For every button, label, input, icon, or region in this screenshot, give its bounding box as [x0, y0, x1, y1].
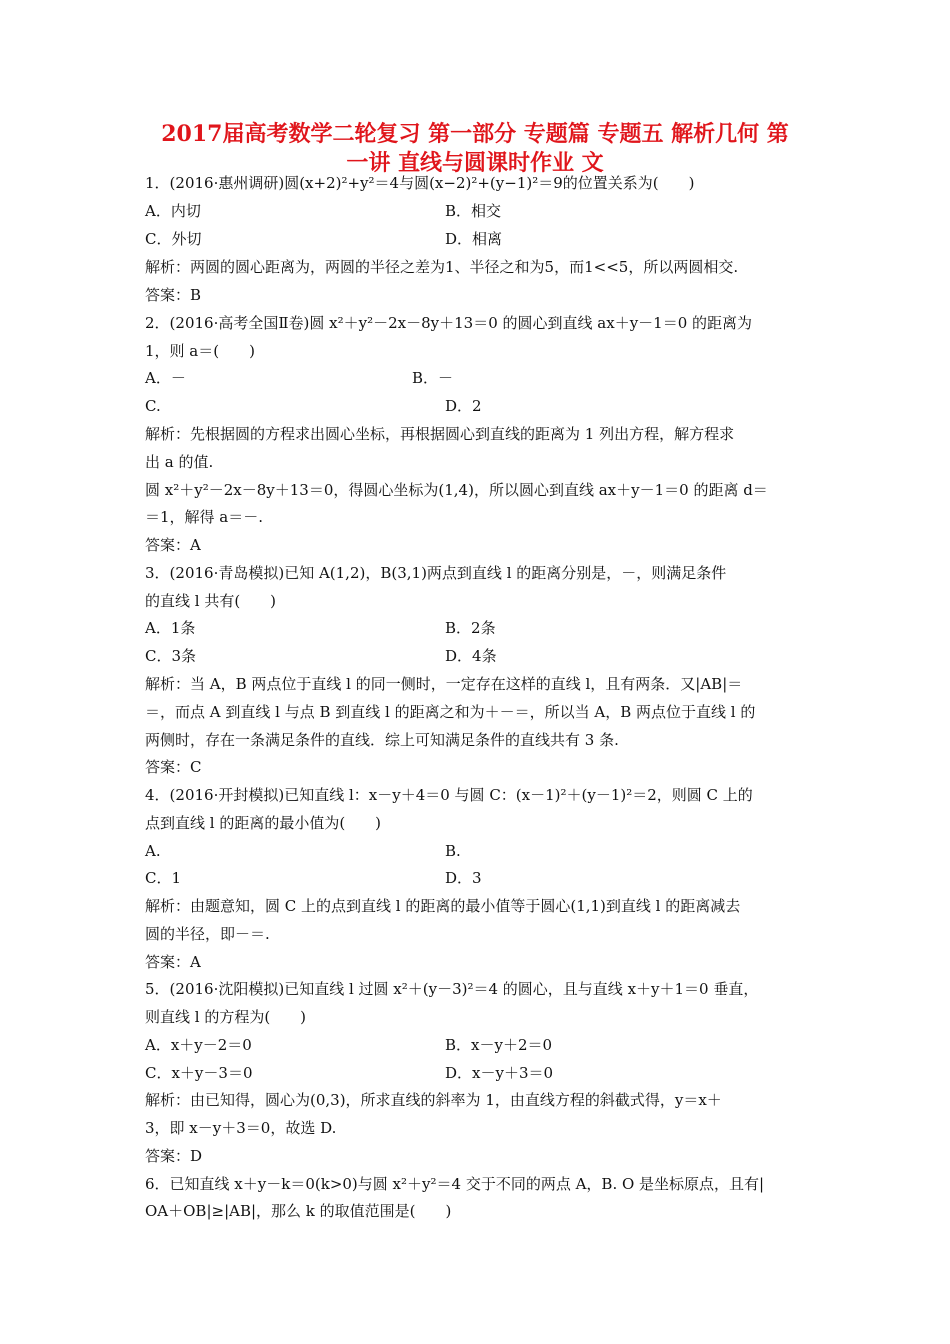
question-4-stem-line-1: 4．(2016·开封模拟)已知直线 l：x－y＋4＝0 与圆 C：(x－1)²＋(y－1)²＝2，则圆 C 上的	[145, 786, 753, 804]
q1-option-a: A．内切	[145, 202, 201, 220]
q3-option-c: C．3条	[145, 647, 197, 665]
q4-option-b: B.	[445, 842, 461, 860]
q2-answer: 答案：A	[145, 536, 201, 554]
question-5-stem-line-1: 5．(2016·沈阳模拟)已知直线 l 过圆 x²＋(y－3)²＝4 的圆心，且与直线 x＋y＋1＝0 垂直，	[145, 980, 759, 998]
document-title-line-1: 2017届高考数学二轮复习 第一部分 专题篇 专题五 解析几何 第	[161, 121, 789, 147]
q3-option-a: A．1条	[145, 619, 196, 637]
q4-option-d: D．3	[445, 869, 482, 887]
question-6-stem-line-2: OA＋OB|≥|AB|，那么 k 的取值范围是( )	[145, 1202, 452, 1220]
q4-solution-line-2: 圆的半径，即－＝.	[145, 925, 270, 943]
q3-answer: 答案：C	[145, 758, 202, 776]
q4-solution-line-1: 解析：由题意知，圆 C 上的点到直线 l 的距离的最小值等于圆心(1,1)到直线 l 的距离减去	[145, 897, 741, 915]
q3-option-b: B．2条	[445, 619, 496, 637]
q4-option-c: C．1	[145, 869, 182, 887]
q1-option-c: C．外切	[145, 230, 202, 248]
document-title-line-2: 一讲 直线与圆课时作业 文	[346, 150, 604, 176]
q2-option-d: D．2	[445, 397, 482, 415]
q1-answer: 答案：B	[145, 286, 202, 304]
q3-solution-line-1: 解析：当 A，B 两点位于直线 l 的同一侧时，一定存在这样的直线 l，且有两条．又|AB|＝	[145, 675, 743, 693]
question-3-stem-line-2: 的直线 l 共有( )	[145, 592, 277, 610]
question-2-stem-line-2: 1，则 a＝( )	[145, 342, 255, 360]
question-2-stem-line-1: 2．(2016·高考全国Ⅱ卷)圆 x²＋y²－2x－8y＋13＝0 的圆心到直线 ax＋y－1＝0 的距离为	[145, 314, 753, 332]
question-3-stem-line-1: 3．(2016·青岛模拟)已知 A(1,2)，B(3,1)两点到直线 l 的距离分别是，－，则满足条件	[145, 564, 727, 582]
q1-option-d: D．相离	[445, 230, 503, 248]
q2-option-c: C.	[145, 397, 161, 415]
q4-answer: 答案：A	[145, 953, 201, 971]
q5-solution-line-2: 3，即 x－y＋3＝0，故选 D.	[145, 1119, 337, 1137]
q2-solution-line-3: 圆 x²＋y²－2x－8y＋13＝0，得圆心坐标为(1,4)，所以圆心到直线 ax＋y－1＝0 的距离 d＝	[145, 481, 768, 499]
q5-solution-line-1: 解析：由已知得，圆心为(0,3)，所求直线的斜率为 1，由直线方程的斜截式得，y＝x＋	[145, 1091, 722, 1109]
q2-solution-line-2: 出 a 的值.	[145, 453, 214, 471]
question-4-stem-line-2: 点到直线 l 的距离的最小值为( )	[145, 814, 382, 832]
q5-option-c: C．x＋y－3＝0	[145, 1064, 253, 1082]
q1-option-b: B．相交	[445, 202, 502, 220]
q5-option-d: D．x－y＋3＝0	[445, 1064, 554, 1082]
q4-option-a: A.	[145, 842, 161, 860]
q1-solution: 解析：两圆的圆心距离为，两圆的半径之差为1、半径之和为5，而1<<5，所以两圆相交.	[145, 258, 739, 276]
q2-option-b: B．－	[412, 369, 454, 387]
question-5-stem-line-2: 则直线 l 的方程为( )	[145, 1008, 307, 1026]
q2-solution-line-1: 解析：先根据圆的方程求出圆心坐标，再根据圆心到直线的距离为 1 列出方程，解方程求	[145, 425, 735, 443]
q5-answer: 答案：D	[145, 1147, 203, 1165]
q3-solution-line-2: ＝，而点 A 到直线 l 与点 B 到直线 l 的距离之和为＋－＝，所以当 A，B 两点位于直线 l 的	[145, 703, 756, 721]
q3-option-d: D．4条	[445, 647, 497, 665]
q3-solution-line-3: 两侧时，存在一条满足条件的直线．综上可知满足条件的直线共有 3 条.	[145, 731, 619, 749]
q2-option-a: A．－	[145, 369, 186, 387]
question-6-stem-line-1: 6．已知直线 x＋y－k＝0(k>0)与圆 x²＋y²＝4 交于不同的两点 A，B. O 是坐标原点，且有|	[145, 1175, 765, 1193]
q2-solution-line-4: ＝1，解得 a＝－.	[145, 508, 264, 526]
question-1-stem: 1．(2016·惠州调研)圆(x+2)²+y²＝4与圆(x−2)²+(y−1)²＝9的位置关系为( )	[145, 174, 695, 192]
q5-option-b: B．x－y＋2＝0	[445, 1036, 553, 1054]
q5-option-a: A．x＋y－2＝0	[145, 1036, 252, 1054]
